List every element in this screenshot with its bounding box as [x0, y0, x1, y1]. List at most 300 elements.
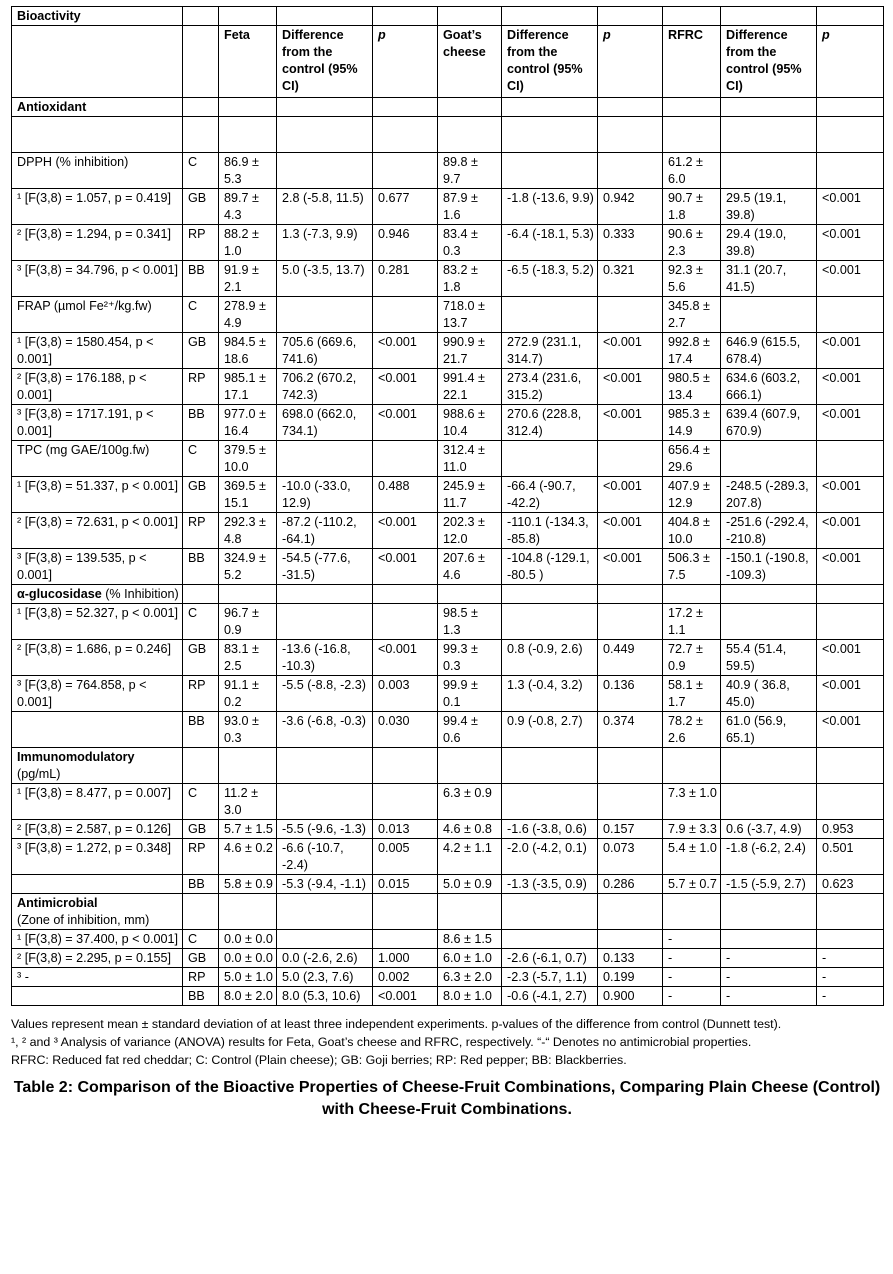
feta-p-header: p: [373, 26, 438, 98]
table-cell: 8.0 ± 2.0: [219, 987, 277, 1006]
table-cell: [373, 117, 438, 153]
table-cell: 90.6 ± 2.3: [663, 225, 721, 261]
table-cell: 506.3 ± 7.5: [663, 549, 721, 585]
table-cell: -5.3 (-9.4, -1.1): [277, 875, 373, 894]
table-cell: 270.6 (228.8, 312.4): [502, 405, 598, 441]
table-cell: <0.001: [817, 676, 884, 712]
table-cell: 90.7 ± 1.8: [663, 189, 721, 225]
table-cell: [502, 604, 598, 640]
table-cell: 92.3 ± 5.6: [663, 261, 721, 297]
table-cell: -54.5 (-77.6, -31.5): [277, 549, 373, 585]
table-cell: <0.001: [598, 513, 663, 549]
table-cell: 5.0 ± 0.9: [438, 875, 502, 894]
row-label: [12, 712, 183, 748]
table-cell: 0.623: [817, 875, 884, 894]
table-cell: 272.9 (231.1, 314.7): [502, 333, 598, 369]
row-label: ³ [F(3,8) = 34.796, p < 0.001]: [12, 261, 183, 297]
table-cell: [598, 441, 663, 477]
table-cell: [277, 153, 373, 189]
bioactivity-heading-row: [12, 7, 884, 26]
section-row: [12, 748, 884, 784]
table-cell: [502, 784, 598, 820]
row-label: ² [F(3,8) = 2.587, p = 0.126]: [12, 820, 183, 839]
note-line: RFRC: Reduced fat red cheddar; C: Control (Plain cheese); GB: Goji berries; RP: Red pepper; BB: Blackberries.: [11, 1053, 627, 1067]
row-label: [12, 987, 183, 1006]
table-cell: <0.001: [817, 369, 884, 405]
table-cell: <0.001: [817, 712, 884, 748]
table-cell: 0.013: [373, 820, 438, 839]
row-label: ² [F(3,8) = 2.295, p = 0.155]: [12, 949, 183, 968]
table-row: [12, 604, 884, 640]
note-line: ¹, ² and ³ Analysis of variance (ANOVA) results for Feta, Goat’s cheese and RFRC, respectively. “-“ Denotes no antimicrobial properties.: [11, 1035, 752, 1049]
note-line: Values represent mean ± standard deviation of at least three independent experiments. p-values of the difference from control (Dunnett test).: [11, 1017, 782, 1031]
table-cell: -: [663, 930, 721, 949]
table-row: [12, 477, 884, 513]
table-cell: [817, 441, 884, 477]
table-row: [12, 784, 884, 820]
sample-code: BB: [183, 987, 219, 1006]
table-cell: 324.9 ± 5.2: [219, 549, 277, 585]
table-row: [12, 261, 884, 297]
table-cell: [502, 297, 598, 333]
table-cell: 99.9 ± 0.1: [438, 676, 502, 712]
table-cell: [502, 153, 598, 189]
table-cell: <0.001: [817, 640, 884, 676]
table-cell: 202.3 ± 12.0: [438, 513, 502, 549]
section-row: [12, 98, 884, 117]
table-cell: 83.2 ± 1.8: [438, 261, 502, 297]
table-cell: 0.942: [598, 189, 663, 225]
table-cell: 7.9 ± 3.3: [663, 820, 721, 839]
table-cell: 1.3 (-7.3, 9.9): [277, 225, 373, 261]
table-cell: -248.5 (-289.3, 207.8): [721, 477, 817, 513]
bioactivity-heading: Bioactivity: [12, 7, 183, 26]
table-row: [12, 676, 884, 712]
table-cell: 86.9 ± 5.3: [219, 153, 277, 189]
table-cell: [277, 117, 373, 153]
table-cell: 6.0 ± 1.0: [438, 949, 502, 968]
feta-diff-header: Difference from the control (95% CI): [277, 26, 373, 98]
table-cell: [817, 930, 884, 949]
table-cell: 5.0 (-3.5, 13.7): [277, 261, 373, 297]
table-cell: <0.001: [817, 333, 884, 369]
section-row: [12, 894, 884, 930]
table-cell: 292.3 ± 4.8: [219, 513, 277, 549]
table-cell: [721, 153, 817, 189]
table-cell: <0.001: [817, 513, 884, 549]
table-cell: -1.3 (-3.5, 0.9): [502, 875, 598, 894]
table-cell: 4.2 ± 1.1: [438, 839, 502, 875]
table-cell: 407.9 ± 12.9: [663, 477, 721, 513]
table-cell: 0.0 (-2.6, 2.6): [277, 949, 373, 968]
table-cell: 0.374: [598, 712, 663, 748]
rfrc-p-header: p: [817, 26, 884, 98]
table-cell: [817, 117, 884, 153]
table-cell: <0.001: [817, 477, 884, 513]
table-cell: [817, 153, 884, 189]
table-cell: -5.5 (-9.6, -1.3): [277, 820, 373, 839]
table-cell: 369.5 ± 15.1: [219, 477, 277, 513]
table-cell: [598, 297, 663, 333]
table-cell: [277, 604, 373, 640]
table-cell: [277, 441, 373, 477]
table-cell: 990.9 ± 21.7: [438, 333, 502, 369]
table-row: [12, 712, 884, 748]
table-row: [12, 369, 884, 405]
bioactivity-table: [11, 6, 884, 1006]
table-cell: [721, 441, 817, 477]
table-cell: 91.9 ± 2.1: [219, 261, 277, 297]
table-cell: 98.5 ± 1.3: [438, 604, 502, 640]
row-label: TPC (mg GAE/100g.fw): [12, 441, 183, 477]
table-cell: -: [721, 987, 817, 1006]
table-cell: -0.6 (-4.1, 2.7): [502, 987, 598, 1006]
table-cell: 2.8 (-5.8, 11.5): [277, 189, 373, 225]
table-cell: -251.6 (-292.4, -210.8): [721, 513, 817, 549]
table-cell: 0.488: [373, 477, 438, 513]
table-cell: 8.0 (5.3, 10.6): [277, 987, 373, 1006]
row-label: ¹ [F(3,8) = 37.400, p < 0.001]: [12, 930, 183, 949]
table-cell: 88.2 ± 1.0: [219, 225, 277, 261]
table-cell: 0.6 (-3.7, 4.9): [721, 820, 817, 839]
sample-code: RP: [183, 839, 219, 875]
table-cell: -6.6 (-10.7, -2.4): [277, 839, 373, 875]
table-cell: -110.1 (-134.3, -85.8): [502, 513, 598, 549]
table-cell: [598, 117, 663, 153]
row-label: FRAP (µmol Fe²⁺/kg.fw): [12, 297, 183, 333]
row-label: [12, 875, 183, 894]
table-cell: <0.001: [373, 405, 438, 441]
row-label: ¹ [F(3,8) = 1580.454, p < 0.001]: [12, 333, 183, 369]
document: [11, 6, 883, 1121]
table-cell: [598, 784, 663, 820]
table-cell: <0.001: [373, 513, 438, 549]
table-cell: [721, 784, 817, 820]
table-row: [12, 839, 884, 875]
table-cell: [438, 117, 502, 153]
table-cell: 87.9 ± 1.6: [438, 189, 502, 225]
sample-code: RP: [183, 369, 219, 405]
table-cell: 656.4 ± 29.6: [663, 441, 721, 477]
table-cell: 698.0 (662.0, 734.1): [277, 405, 373, 441]
table-cell: 646.9 (615.5, 678.4): [721, 333, 817, 369]
sample-code: RP: [183, 676, 219, 712]
table-cell: 5.0 ± 1.0: [219, 968, 277, 987]
table-cell: 345.8 ± 2.7: [663, 297, 721, 333]
table-cell: [373, 297, 438, 333]
table-cell: 0.281: [373, 261, 438, 297]
row-label: ² [F(3,8) = 176.188, p < 0.001]: [12, 369, 183, 405]
table-cell: [598, 604, 663, 640]
table-cell: -1.5 (-5.9, 2.7): [721, 875, 817, 894]
table-cell: <0.001: [598, 405, 663, 441]
table-cell: <0.001: [373, 333, 438, 369]
table-cell: 4.6 ± 0.2: [219, 839, 277, 875]
table-cell: 6.3 ± 2.0: [438, 968, 502, 987]
table-cell: [721, 604, 817, 640]
table-cell: -150.1 (-190.8, -109.3): [721, 549, 817, 585]
table-cell: 0.677: [373, 189, 438, 225]
row-label: ¹ [F(3,8) = 1.057, p = 0.419]: [12, 189, 183, 225]
table-cell: 7.3 ± 1.0: [663, 784, 721, 820]
sample-code: BB: [183, 261, 219, 297]
table-cell: 78.2 ± 2.6: [663, 712, 721, 748]
sample-code: C: [183, 297, 219, 333]
table-cell: -13.6 (-16.8, -10.3): [277, 640, 373, 676]
rfrc-diff-header: Difference from the control (95% CI): [721, 26, 817, 98]
table-cell: 980.5 ± 13.4: [663, 369, 721, 405]
table-cell: 985.1 ± 17.1: [219, 369, 277, 405]
table-cell: <0.001: [598, 333, 663, 369]
table-cell: 706.2 (670.2, 742.3): [277, 369, 373, 405]
table-row: [12, 968, 884, 987]
table-cell: [373, 930, 438, 949]
table-cell: 61.2 ± 6.0: [663, 153, 721, 189]
table-cell: [721, 297, 817, 333]
table-cell: [721, 117, 817, 153]
table-cell: 207.6 ± 4.6: [438, 549, 502, 585]
column-header-row: [12, 26, 884, 98]
table-row: [12, 333, 884, 369]
sample-code: C: [183, 784, 219, 820]
table-row: [12, 549, 884, 585]
table-cell: <0.001: [817, 405, 884, 441]
table-cell: 634.6 (603.2, 666.1): [721, 369, 817, 405]
table-cell: [502, 930, 598, 949]
table-cell: [817, 604, 884, 640]
table-cell: 4.6 ± 0.8: [438, 820, 502, 839]
sample-code: RP: [183, 968, 219, 987]
table-cell: 0.157: [598, 820, 663, 839]
table-cell: 83.1 ± 2.5: [219, 640, 277, 676]
table-cell: 5.8 ± 0.9: [219, 875, 277, 894]
table-cell: 99.3 ± 0.3: [438, 640, 502, 676]
table-row: [12, 875, 884, 894]
table-cell: 58.1 ± 1.7: [663, 676, 721, 712]
table-cell: -: [663, 949, 721, 968]
table-cell: 639.4 (607.9, 670.9): [721, 405, 817, 441]
row-label: DPPH (% inhibition): [12, 153, 183, 189]
table-cell: 0.199: [598, 968, 663, 987]
sample-code: C: [183, 441, 219, 477]
table-cell: [373, 153, 438, 189]
sample-code: BB: [183, 549, 219, 585]
row-label: ³ [F(3,8) = 764.858, p < 0.001]: [12, 676, 183, 712]
table-cell: 278.9 ± 4.9: [219, 297, 277, 333]
table-cell: 99.4 ± 0.6: [438, 712, 502, 748]
sample-code: C: [183, 604, 219, 640]
table-cell: 0.900: [598, 987, 663, 1006]
table-cell: 0.0 ± 0.0: [219, 949, 277, 968]
table-cell: -1.8 (-13.6, 9.9): [502, 189, 598, 225]
table-cell: [502, 117, 598, 153]
table-cell: 5.7 ± 1.5: [219, 820, 277, 839]
table-cell: [373, 604, 438, 640]
sample-code: GB: [183, 189, 219, 225]
table-cell: 91.1 ± 0.2: [219, 676, 277, 712]
table-cell: 0.321: [598, 261, 663, 297]
table-cell: 29.5 (19.1, 39.8): [721, 189, 817, 225]
table-cell: -: [817, 968, 884, 987]
feta-header: Feta: [219, 26, 277, 98]
table-caption: Table 2: Comparison of the Bioactive Properties of Cheese-Fruit Combinations, Comparing Plain Cheese (Control) with Cheese-Fruit Combinations.: [13, 1079, 881, 1118]
table-cell: -104.8 (-129.1, -80.5 ): [502, 549, 598, 585]
table-row: [12, 930, 884, 949]
table-cell: <0.001: [598, 369, 663, 405]
sample-code: BB: [183, 875, 219, 894]
table-cell: -2.0 (-4.2, 0.1): [502, 839, 598, 875]
table-cell: 0.953: [817, 820, 884, 839]
table-cell: 11.2 ± 3.0: [219, 784, 277, 820]
table-cell: <0.001: [373, 987, 438, 1006]
table-row: [12, 297, 884, 333]
table-cell: 0.286: [598, 875, 663, 894]
sample-code: GB: [183, 949, 219, 968]
table-cell: -2.6 (-6.1, 0.7): [502, 949, 598, 968]
table-cell: [598, 930, 663, 949]
table-cell: 985.3 ± 14.9: [663, 405, 721, 441]
sample-code: BB: [183, 712, 219, 748]
table-cell: 0.136: [598, 676, 663, 712]
table-cell: -2.3 (-5.7, 1.1): [502, 968, 598, 987]
row-label: ³ [F(3,8) = 1717.191, p < 0.001]: [12, 405, 183, 441]
table-cell: 93.0 ± 0.3: [219, 712, 277, 748]
table-cell: -66.4 (-90.7, -42.2): [502, 477, 598, 513]
table-cell: <0.001: [817, 225, 884, 261]
table-cell: 1.000: [373, 949, 438, 968]
row-label: ² [F(3,8) = 72.631, p < 0.001]: [12, 513, 183, 549]
sample-code: RP: [183, 225, 219, 261]
table-cell: [277, 297, 373, 333]
table-cell: 977.0 ± 16.4: [219, 405, 277, 441]
table-cell: 0.946: [373, 225, 438, 261]
table-cell: 984.5 ± 18.6: [219, 333, 277, 369]
table-cell: -87.2 (-110.2, -64.1): [277, 513, 373, 549]
table-cell: 40.9 ( 36.8, 45.0): [721, 676, 817, 712]
table-cell: -1.6 (-3.8, 0.6): [502, 820, 598, 839]
sample-code: GB: [183, 640, 219, 676]
table-cell: [663, 117, 721, 153]
section-title: Antioxidant: [12, 98, 183, 117]
table-cell: -5.5 (-8.8, -2.3): [277, 676, 373, 712]
table-row: [12, 405, 884, 441]
table-cell: [373, 784, 438, 820]
table-row: [12, 820, 884, 839]
table-cell: [373, 441, 438, 477]
table-cell: 89.8 ± 9.7: [438, 153, 502, 189]
table-cell: 72.7 ± 0.9: [663, 640, 721, 676]
table-cell: 0.333: [598, 225, 663, 261]
row-label: ¹ [F(3,8) = 51.337, p < 0.001]: [12, 477, 183, 513]
table-cell: 6.3 ± 0.9: [438, 784, 502, 820]
row-label: ² [F(3,8) = 1.294, p = 0.341]: [12, 225, 183, 261]
row-label: ³ [F(3,8) = 139.535, p < 0.001]: [12, 549, 183, 585]
sample-code: C: [183, 930, 219, 949]
rfrc-header: RFRC: [663, 26, 721, 98]
table-cell: 0.002: [373, 968, 438, 987]
table-cell: 8.0 ± 1.0: [438, 987, 502, 1006]
table-cell: 5.4 ± 1.0: [663, 839, 721, 875]
table-cell: -1.8 (-6.2, 2.4): [721, 839, 817, 875]
table-cell: 0.073: [598, 839, 663, 875]
table-cell: -: [817, 949, 884, 968]
table-cell: 379.5 ± 10.0: [219, 441, 277, 477]
table-row: [12, 441, 884, 477]
table-cell: -10.0 (-33.0, 12.9): [277, 477, 373, 513]
table-cell: 5.0 (2.3, 7.6): [277, 968, 373, 987]
table-cell: 55.4 (51.4, 59.5): [721, 640, 817, 676]
table-cell: 991.4 ± 22.1: [438, 369, 502, 405]
table-cell: <0.001: [373, 549, 438, 585]
sample-code: GB: [183, 820, 219, 839]
table-cell: 83.4 ± 0.3: [438, 225, 502, 261]
table-cell: -: [721, 949, 817, 968]
table-cell: 0.0 ± 0.0: [219, 930, 277, 949]
sample-code: [183, 117, 219, 153]
table-cell: 96.7 ± 0.9: [219, 604, 277, 640]
table-row: [12, 153, 884, 189]
sample-code: GB: [183, 477, 219, 513]
table-cell: 17.2 ± 1.1: [663, 604, 721, 640]
table-cell: 5.7 ± 0.7: [663, 875, 721, 894]
table-cell: -: [663, 987, 721, 1006]
table-cell: 0.003: [373, 676, 438, 712]
table-cell: -: [817, 987, 884, 1006]
table-cell: <0.001: [598, 549, 663, 585]
table-cell: 29.4 (19.0, 39.8): [721, 225, 817, 261]
table-row: [12, 117, 884, 153]
table-cell: <0.001: [373, 640, 438, 676]
table-cell: 0.9 (-0.8, 2.7): [502, 712, 598, 748]
table-cell: [817, 784, 884, 820]
table-cell: -: [663, 968, 721, 987]
table-cell: 0.449: [598, 640, 663, 676]
table-row: [12, 225, 884, 261]
goats-p-header: p: [598, 26, 663, 98]
section-title: α-glucosidase (% Inhibition): [12, 585, 183, 604]
table-cell: 0.8 (-0.9, 2.6): [502, 640, 598, 676]
table-cell: <0.001: [598, 477, 663, 513]
table-cell: 0.501: [817, 839, 884, 875]
table-cell: -6.5 (-18.3, 5.2): [502, 261, 598, 297]
table-cell: 404.8 ± 10.0: [663, 513, 721, 549]
sample-code: RP: [183, 513, 219, 549]
table-cell: 31.1 (20.7, 41.5): [721, 261, 817, 297]
table-cell: -6.4 (-18.1, 5.3): [502, 225, 598, 261]
table-cell: 1.3 (-0.4, 3.2): [502, 676, 598, 712]
table-cell: 273.4 (231.6, 315.2): [502, 369, 598, 405]
table-cell: 992.8 ± 17.4: [663, 333, 721, 369]
table-cell: [502, 441, 598, 477]
table-cell: 312.4 ± 11.0: [438, 441, 502, 477]
table-cell: 0.133: [598, 949, 663, 968]
table-notes: [11, 1015, 883, 1069]
section-row: [12, 585, 884, 604]
table-cell: -: [721, 968, 817, 987]
row-label: ³ -: [12, 968, 183, 987]
sample-code: BB: [183, 405, 219, 441]
table-row: [12, 949, 884, 968]
goats-header: Goat’s cheese: [438, 26, 502, 98]
row-label: ¹ [F(3,8) = 52.327, p < 0.001]: [12, 604, 183, 640]
table-cell: <0.001: [817, 189, 884, 225]
table-cell: 988.6 ± 10.4: [438, 405, 502, 441]
sample-code: GB: [183, 333, 219, 369]
table-cell: <0.001: [373, 369, 438, 405]
table-cell: [598, 153, 663, 189]
table-cell: [277, 784, 373, 820]
table-cell: <0.001: [817, 261, 884, 297]
